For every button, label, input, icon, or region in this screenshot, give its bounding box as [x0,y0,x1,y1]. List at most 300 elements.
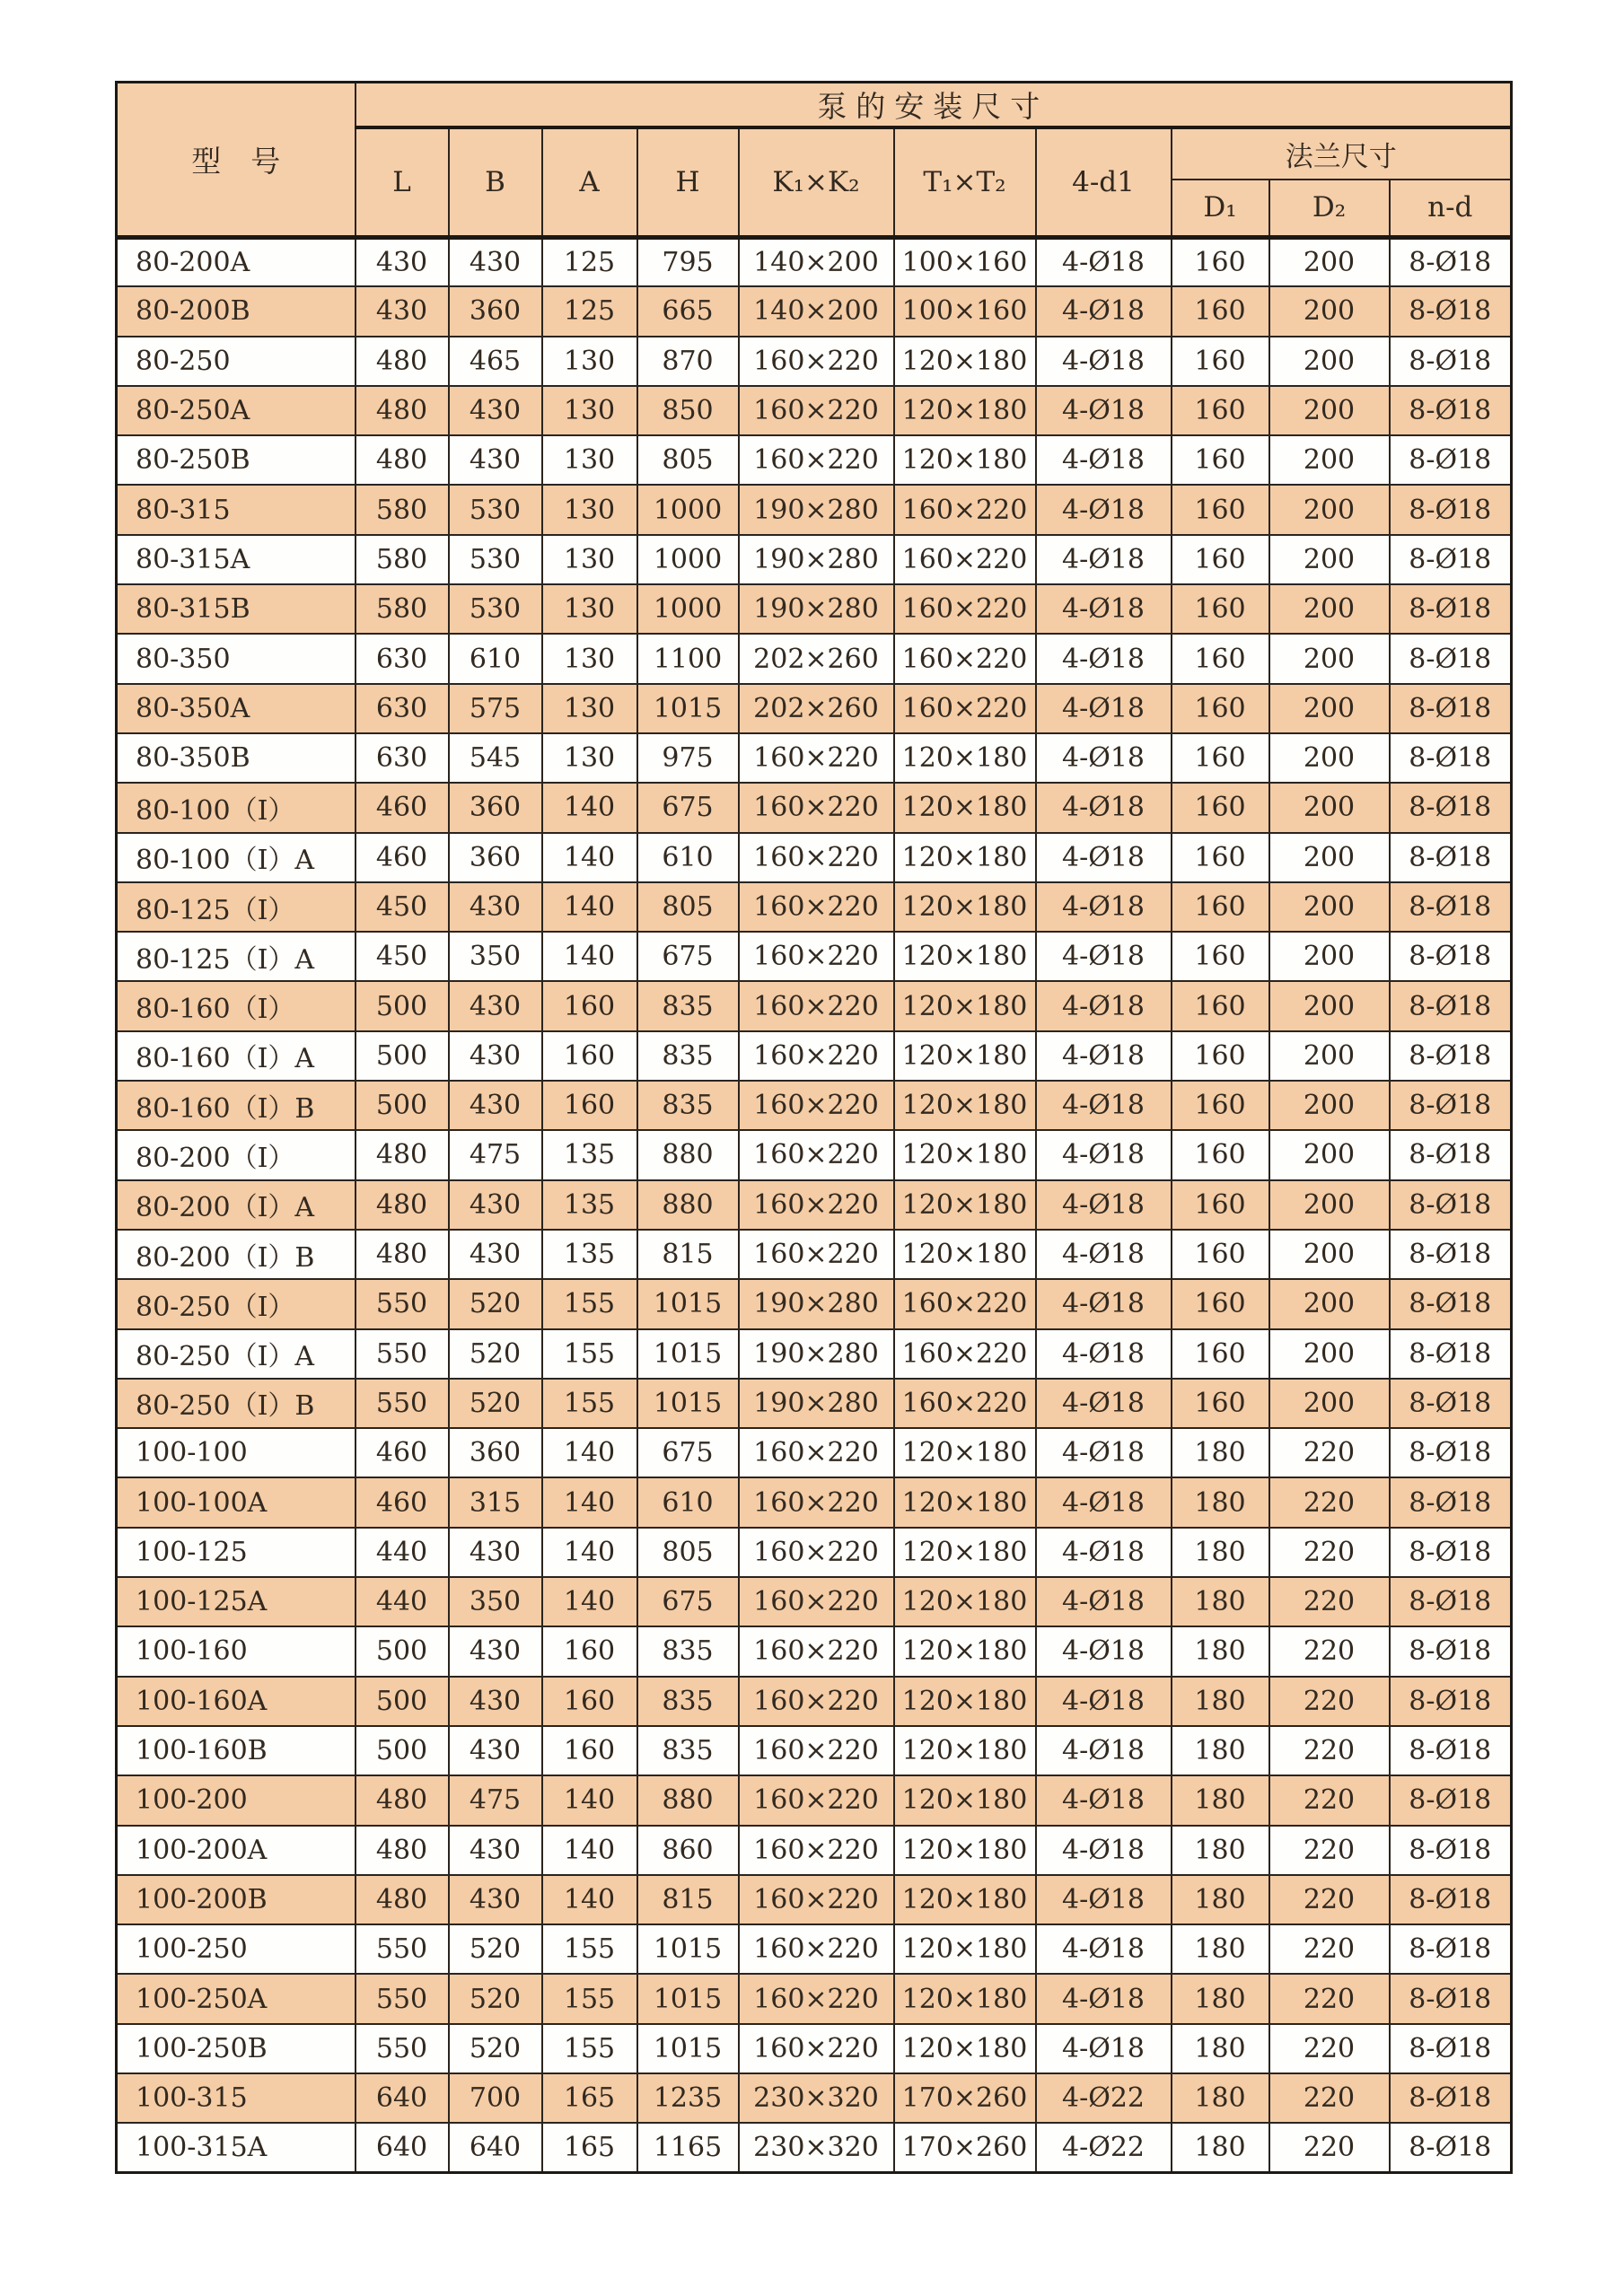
table-row [117,337,1512,386]
value-cell: 4-Ø18 [1036,1875,1172,1924]
value-cell: 160 [1172,932,1269,981]
value-cell: 140×200 [739,237,894,286]
table-row [117,1130,1512,1179]
value-cell: 160 [1172,286,1269,336]
table-body [117,237,1512,2173]
value-cell: 200 [1269,833,1390,882]
value-cell: 200 [1269,386,1390,435]
value-cell: 4-Ø18 [1036,1826,1172,1875]
value-cell: 160×220 [739,1626,894,1676]
value-cell: 120×180 [894,833,1036,882]
value-cell: 8-Ø18 [1390,2073,1512,2123]
value-cell: 8-Ø18 [1390,1130,1512,1179]
value-cell: 160 [1172,1081,1269,1130]
value-cell: 1015 [637,684,739,733]
value-cell: 8-Ø18 [1390,1329,1512,1379]
value-cell: 580 [356,535,449,584]
value-cell: 815 [637,1875,739,1924]
value-cell: 155 [542,2024,637,2073]
value-cell: 480 [356,386,449,435]
value-cell: 120×180 [894,1974,1036,2023]
value-cell: 1015 [637,2024,739,2073]
value-cell: 4-Ø22 [1036,2123,1172,2172]
value-cell: 430 [449,1626,542,1676]
value-cell: 220 [1269,1826,1390,1875]
value-cell: 4-Ø18 [1036,1626,1172,1676]
table-row [117,237,1512,286]
value-cell: 975 [637,733,739,783]
value-cell: 135 [542,1230,637,1279]
table-row [117,1974,1512,2023]
value-cell: 4-Ø18 [1036,485,1172,534]
value-cell: 190×280 [739,1379,894,1428]
value-cell: 520 [449,1279,542,1328]
model-cell: 80-315A [117,535,356,584]
value-cell: 350 [449,932,542,981]
value-cell: 160×220 [739,1428,894,1477]
value-cell: 500 [356,1626,449,1676]
column-header-T1xT2: T₁×T₂ [894,127,1036,237]
value-cell: 200 [1269,1180,1390,1230]
value-cell: 8-Ø18 [1390,1626,1512,1676]
value-cell: 160×220 [739,1826,894,1875]
value-cell: 120×180 [894,1477,1036,1527]
value-cell: 580 [356,485,449,534]
value-cell: 575 [449,684,542,733]
value-cell: 160×220 [894,485,1036,534]
value-cell: 140 [542,882,637,932]
value-cell: 360 [449,1428,542,1477]
value-cell: 545 [449,733,542,783]
value-cell: 430 [449,981,542,1030]
value-cell: 180 [1172,1775,1269,1825]
value-cell: 160 [1172,237,1269,286]
value-cell: 8-Ø18 [1390,1428,1512,1477]
value-cell: 220 [1269,1477,1390,1527]
value-cell: 440 [356,1577,449,1626]
value-cell: 550 [356,1279,449,1328]
value-cell: 170×260 [894,2073,1036,2123]
value-cell: 835 [637,1726,739,1775]
model-cell: 100-315A [117,2123,356,2172]
value-cell: 8-Ø18 [1390,1031,1512,1081]
value-cell: 200 [1269,932,1390,981]
value-cell: 8-Ø18 [1390,1726,1512,1775]
value-cell: 550 [356,1924,449,1974]
value-cell: 430 [449,237,542,286]
table-row [117,1677,1512,1726]
value-cell: 190×280 [739,1329,894,1379]
value-cell: 1165 [637,2123,739,2172]
value-cell: 530 [449,535,542,584]
value-cell: 4-Ø18 [1036,1081,1172,1130]
value-cell: 1100 [637,634,739,683]
value-cell: 120×180 [894,1924,1036,1974]
model-cell: 80-125（I） [117,882,356,932]
value-cell: 880 [637,1130,739,1179]
model-cell: 80-125（I）A [117,932,356,981]
value-cell: 8-Ø18 [1390,435,1512,485]
value-cell: 795 [637,237,739,286]
value-cell: 4-Ø18 [1036,1379,1172,1428]
value-cell: 230×320 [739,2123,894,2172]
value-cell: 610 [449,634,542,683]
model-cell: 80-200B [117,286,356,336]
value-cell: 160×220 [739,981,894,1030]
value-cell: 160 [1172,1379,1269,1428]
value-cell: 4-Ø22 [1036,2073,1172,2123]
value-cell: 1015 [637,1974,739,2023]
value-cell: 120×180 [894,1081,1036,1130]
value-cell: 140 [542,1775,637,1825]
flange-group-header: 法兰尺寸 [1172,127,1512,180]
value-cell: 120×180 [894,2024,1036,2073]
value-cell: 160×220 [739,1974,894,2023]
value-cell: 200 [1269,435,1390,485]
value-cell: 4-Ø18 [1036,1279,1172,1328]
value-cell: 4-Ø18 [1036,833,1172,882]
value-cell: 480 [356,1230,449,1279]
table-row [117,783,1512,832]
value-cell: 850 [637,386,739,435]
model-cell: 100-200 [117,1775,356,1825]
value-cell: 160×220 [739,386,894,435]
value-cell: 430 [449,882,542,932]
value-cell: 160×220 [894,584,1036,634]
table-row [117,1528,1512,1577]
value-cell: 180 [1172,1428,1269,1477]
value-cell: 4-Ø18 [1036,634,1172,683]
table-row [117,882,1512,932]
table-row [117,1279,1512,1328]
value-cell: 160×220 [739,1528,894,1577]
model-cell: 100-200A [117,1826,356,1875]
value-cell: 125 [542,237,637,286]
value-cell: 160 [1172,1031,1269,1081]
table-row [117,1875,1512,1924]
value-cell: 530 [449,485,542,534]
value-cell: 220 [1269,2123,1390,2172]
value-cell: 200 [1269,1379,1390,1428]
value-cell: 460 [356,1477,449,1527]
value-cell: 135 [542,1130,637,1179]
value-cell: 170×260 [894,2123,1036,2172]
value-cell: 430 [449,1677,542,1726]
value-cell: 220 [1269,1428,1390,1477]
value-cell: 860 [637,1826,739,1875]
value-cell: 200 [1269,1081,1390,1130]
value-cell: 160×220 [739,882,894,932]
value-cell: 160 [1172,485,1269,534]
value-cell: 220 [1269,2073,1390,2123]
value-cell: 4-Ø18 [1036,1577,1172,1626]
value-cell: 155 [542,1924,637,1974]
value-cell: 160×220 [894,1379,1036,1428]
column-header-H: H [637,127,739,237]
value-cell: 4-Ø18 [1036,1477,1172,1527]
value-cell: 835 [637,1031,739,1081]
column-header-n-d: n-d [1390,180,1512,237]
value-cell: 220 [1269,1875,1390,1924]
value-cell: 155 [542,1974,637,2023]
model-cell: 100-160 [117,1626,356,1676]
value-cell: 200 [1269,733,1390,783]
table-row [117,386,1512,435]
value-cell: 190×280 [739,584,894,634]
model-cell: 80-315 [117,485,356,534]
value-cell: 4-Ø18 [1036,535,1172,584]
value-cell: 835 [637,1677,739,1726]
table-row [117,1626,1512,1676]
value-cell: 120×180 [894,1875,1036,1924]
value-cell: 8-Ø18 [1390,1477,1512,1527]
value-cell: 4-Ø18 [1036,1924,1172,1974]
value-cell: 120×180 [894,932,1036,981]
value-cell: 675 [637,932,739,981]
value-cell: 1000 [637,485,739,534]
table-row [117,584,1512,634]
value-cell: 200 [1269,584,1390,634]
value-cell: 200 [1269,286,1390,336]
value-cell: 360 [449,833,542,882]
value-cell: 640 [356,2123,449,2172]
value-cell: 460 [356,833,449,882]
value-cell: 180 [1172,2024,1269,2073]
value-cell: 120×180 [894,1180,1036,1230]
value-cell: 640 [449,2123,542,2172]
model-cell: 80-160（I）B [117,1081,356,1130]
model-cell: 80-100（I）A [117,833,356,882]
value-cell: 580 [356,584,449,634]
value-cell: 520 [449,2024,542,2073]
value-cell: 550 [356,1974,449,2023]
value-cell: 190×280 [739,535,894,584]
value-cell: 8-Ø18 [1390,882,1512,932]
model-cell: 100-100A [117,1477,356,1527]
value-cell: 520 [449,1974,542,2023]
value-cell: 160 [1172,337,1269,386]
value-cell: 610 [637,833,739,882]
value-cell: 835 [637,1081,739,1130]
value-cell: 8-Ø18 [1390,634,1512,683]
value-cell: 8-Ø18 [1390,2123,1512,2172]
value-cell: 8-Ø18 [1390,1230,1512,1279]
model-cell: 80-200A [117,237,356,286]
value-cell: 160 [1172,1279,1269,1328]
value-cell: 160×220 [739,1477,894,1527]
value-cell: 480 [356,337,449,386]
pump-dimensions-table-container [115,81,1513,2174]
table-row [117,932,1512,981]
value-cell: 160×220 [894,1279,1036,1328]
value-cell: 120×180 [894,1031,1036,1081]
value-cell: 120×180 [894,783,1036,832]
value-cell: 135 [542,1180,637,1230]
value-cell: 430 [356,286,449,336]
model-cell: 100-125 [117,1528,356,1577]
table-row [117,1031,1512,1081]
value-cell: 360 [449,286,542,336]
value-cell: 4-Ø18 [1036,237,1172,286]
value-cell: 160 [1172,435,1269,485]
value-cell: 140 [542,932,637,981]
table-row [117,535,1512,584]
value-cell: 500 [356,1726,449,1775]
value-cell: 1000 [637,584,739,634]
value-cell: 8-Ø18 [1390,932,1512,981]
table-row [117,634,1512,683]
value-cell: 460 [356,783,449,832]
value-cell: 8-Ø18 [1390,1528,1512,1577]
value-cell: 4-Ø18 [1036,932,1172,981]
value-cell: 430 [449,1031,542,1081]
value-cell: 180 [1172,1726,1269,1775]
value-cell: 430 [449,1180,542,1230]
model-cell: 80-250（I） [117,1279,356,1328]
value-cell: 160×220 [739,1775,894,1825]
value-cell: 8-Ø18 [1390,1379,1512,1428]
table-row [117,485,1512,534]
value-cell: 130 [542,386,637,435]
value-cell: 200 [1269,882,1390,932]
value-cell: 675 [637,1428,739,1477]
table-title: 泵的安装尺寸 [356,83,1512,128]
value-cell: 4-Ø18 [1036,584,1172,634]
value-cell: 140 [542,833,637,882]
value-cell: 120×180 [894,1626,1036,1676]
value-cell: 835 [637,1626,739,1676]
model-cell: 100-315 [117,2073,356,2123]
value-cell: 315 [449,1477,542,1527]
value-cell: 180 [1172,1974,1269,2023]
value-cell: 4-Ø18 [1036,882,1172,932]
model-cell: 80-160（I）A [117,1031,356,1081]
model-cell: 100-100 [117,1428,356,1477]
value-cell: 480 [356,1826,449,1875]
value-cell: 200 [1269,1329,1390,1379]
table-row [117,1329,1512,1379]
value-cell: 180 [1172,1826,1269,1875]
value-cell: 140 [542,1477,637,1527]
value-cell: 880 [637,1180,739,1230]
value-cell: 8-Ø18 [1390,535,1512,584]
value-cell: 200 [1269,981,1390,1030]
value-cell: 8-Ø18 [1390,981,1512,1030]
model-cell: 80-350 [117,634,356,683]
table-row [117,1428,1512,1477]
value-cell: 8-Ø18 [1390,1180,1512,1230]
value-cell: 1000 [637,535,739,584]
value-cell: 8-Ø18 [1390,286,1512,336]
model-column-header: 型 号 [117,83,356,238]
value-cell: 4-Ø18 [1036,1726,1172,1775]
value-cell: 160×220 [894,634,1036,683]
value-cell: 350 [449,1577,542,1626]
model-cell: 80-250 [117,337,356,386]
value-cell: 4-Ø18 [1036,1230,1172,1279]
model-cell: 100-250A [117,1974,356,2023]
model-cell: 80-350A [117,684,356,733]
value-cell: 130 [542,535,637,584]
model-cell: 80-250（I）B [117,1379,356,1428]
value-cell: 220 [1269,1924,1390,1974]
value-cell: 4-Ø18 [1036,2024,1172,2073]
value-cell: 500 [356,1677,449,1726]
value-cell: 500 [356,1081,449,1130]
column-header-A: A [542,127,637,237]
value-cell: 165 [542,2123,637,2172]
value-cell: 630 [356,634,449,683]
value-cell: 160×220 [739,337,894,386]
model-cell: 80-100（I） [117,783,356,832]
value-cell: 450 [356,932,449,981]
value-cell: 120×180 [894,386,1036,435]
value-cell: 200 [1269,1230,1390,1279]
value-cell: 8-Ø18 [1390,2024,1512,2073]
value-cell: 520 [449,1379,542,1428]
value-cell: 8-Ø18 [1390,1279,1512,1328]
value-cell: 430 [449,1826,542,1875]
value-cell: 160×220 [739,1130,894,1179]
value-cell: 160 [1172,386,1269,435]
model-cell: 80-200（I）B [117,1230,356,1279]
value-cell: 430 [449,1528,542,1577]
value-cell: 4-Ø18 [1036,1329,1172,1379]
table-row [117,1180,1512,1230]
value-cell: 430 [449,435,542,485]
value-cell: 120×180 [894,1577,1036,1626]
value-cell: 120×180 [894,1775,1036,1825]
value-cell: 160×220 [739,1924,894,1974]
column-header-4-d1: 4-d1 [1036,127,1172,237]
value-cell: 4-Ø18 [1036,1180,1172,1230]
value-cell: 120×180 [894,1428,1036,1477]
value-cell: 160×220 [739,1180,894,1230]
value-cell: 8-Ø18 [1390,733,1512,783]
value-cell: 4-Ø18 [1036,386,1172,435]
value-cell: 160×220 [739,1577,894,1626]
value-cell: 180 [1172,1875,1269,1924]
column-header-D1: D₁ [1172,180,1269,237]
value-cell: 140 [542,1577,637,1626]
value-cell: 160×220 [739,435,894,485]
value-cell: 4-Ø18 [1036,1677,1172,1726]
value-cell: 160×220 [739,1875,894,1924]
value-cell: 8-Ø18 [1390,1924,1512,1974]
value-cell: 475 [449,1130,542,1179]
table-row [117,1726,1512,1775]
value-cell: 140 [542,783,637,832]
value-cell: 160 [1172,1230,1269,1279]
value-cell: 4-Ø18 [1036,1130,1172,1179]
value-cell: 180 [1172,1477,1269,1527]
value-cell: 440 [356,1528,449,1577]
value-cell: 220 [1269,1775,1390,1825]
value-cell: 180 [1172,2073,1269,2123]
model-cell: 100-200B [117,1875,356,1924]
value-cell: 665 [637,286,739,336]
value-cell: 675 [637,783,739,832]
value-cell: 230×320 [739,2073,894,2123]
value-cell: 160 [1172,833,1269,882]
value-cell: 1015 [637,1329,739,1379]
table-row [117,981,1512,1030]
value-cell: 120×180 [894,882,1036,932]
value-cell: 220 [1269,1577,1390,1626]
column-header-L: L [356,127,449,237]
value-cell: 8-Ø18 [1390,1081,1512,1130]
value-cell: 160×220 [739,932,894,981]
